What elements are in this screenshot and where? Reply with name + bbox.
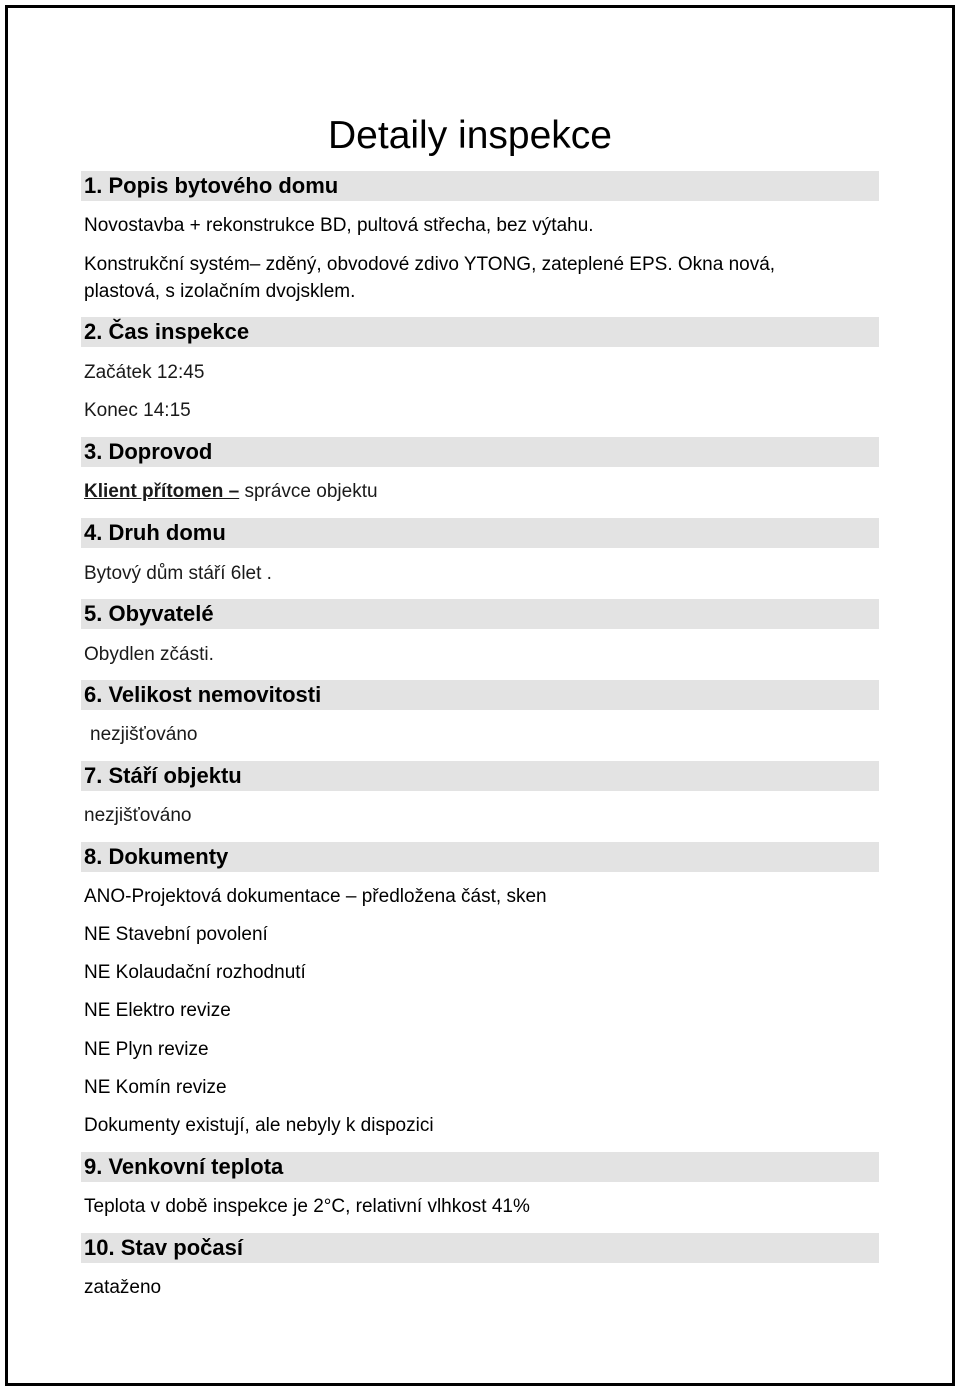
page-title: Detaily inspekce [328,114,612,157]
description-line: plastová, s izolačním dvojsklem. [84,281,356,302]
document-item: NE Komín revize [84,1077,227,1098]
section-heading-bar [81,761,879,791]
house-type-line: Bytový dům stáří 6let . [84,563,272,584]
section-heading: 4. Druh domu [84,520,226,545]
building-age-line: nezjišťováno [84,805,192,826]
section-heading: 2. Čas inspekce [84,319,250,344]
section-heading-bar [81,680,879,710]
document-note: Dokumenty existují, ale nebyly k dispozici [84,1115,434,1136]
section-heading-bar [81,518,879,548]
section-heading: 6. Velikost nemovitosti [84,682,322,707]
section-heading: 1. Popis bytového domu [84,173,339,198]
section-heading: 3. Doprovod [84,439,213,464]
section-heading: 8. Dokumenty [84,844,229,869]
description-line: Novostavba + rekonstrukce BD, pultová střecha, bez výtahu. [84,215,594,236]
document-item: NE Plyn revize [84,1039,209,1060]
escort-rest: správce objektu [239,481,378,502]
document-item: NE Elektro revize [84,1000,231,1021]
section-heading-bar [81,171,879,201]
section-heading-bar [81,842,879,872]
inspection-end: Konec 14:15 [84,400,191,421]
section-heading-bar [81,599,879,629]
escort-line [84,480,378,504]
section-heading-bar [81,1233,879,1263]
weather-line: zataženo [84,1277,162,1298]
document-item: ANO-Projektová dokumentace – předložena část, sken [84,886,547,907]
section-heading-bar [81,1152,879,1182]
section-heading: 9. Venkovní teplota [84,1154,284,1179]
section-heading: 10. Stav počasí [84,1235,243,1260]
temperature-line: Teplota v době inspekce je 2°C, relativní vlhkost 41% [84,1196,530,1217]
section-heading-bar [81,437,879,467]
escort-client-present: Klient přítomen – [84,481,240,502]
inspection-start: Začátek 12:45 [84,362,205,383]
occupancy-line: Obydlen zčásti. [84,644,214,665]
section-heading-bar [81,317,879,347]
document-item: NE Stavební povolení [84,924,268,945]
document-item: NE Kolaudační rozhodnutí [84,962,306,983]
section-heading: 7. Stáří objektu [84,763,242,788]
property-size-line: nezjišťováno [90,724,198,745]
description-line: Konstrukční systém– zděný, obvodové zdivo YTONG, zateplené EPS. Okna nová, [84,254,776,275]
section-heading: 5. Obyvatelé [84,601,214,626]
